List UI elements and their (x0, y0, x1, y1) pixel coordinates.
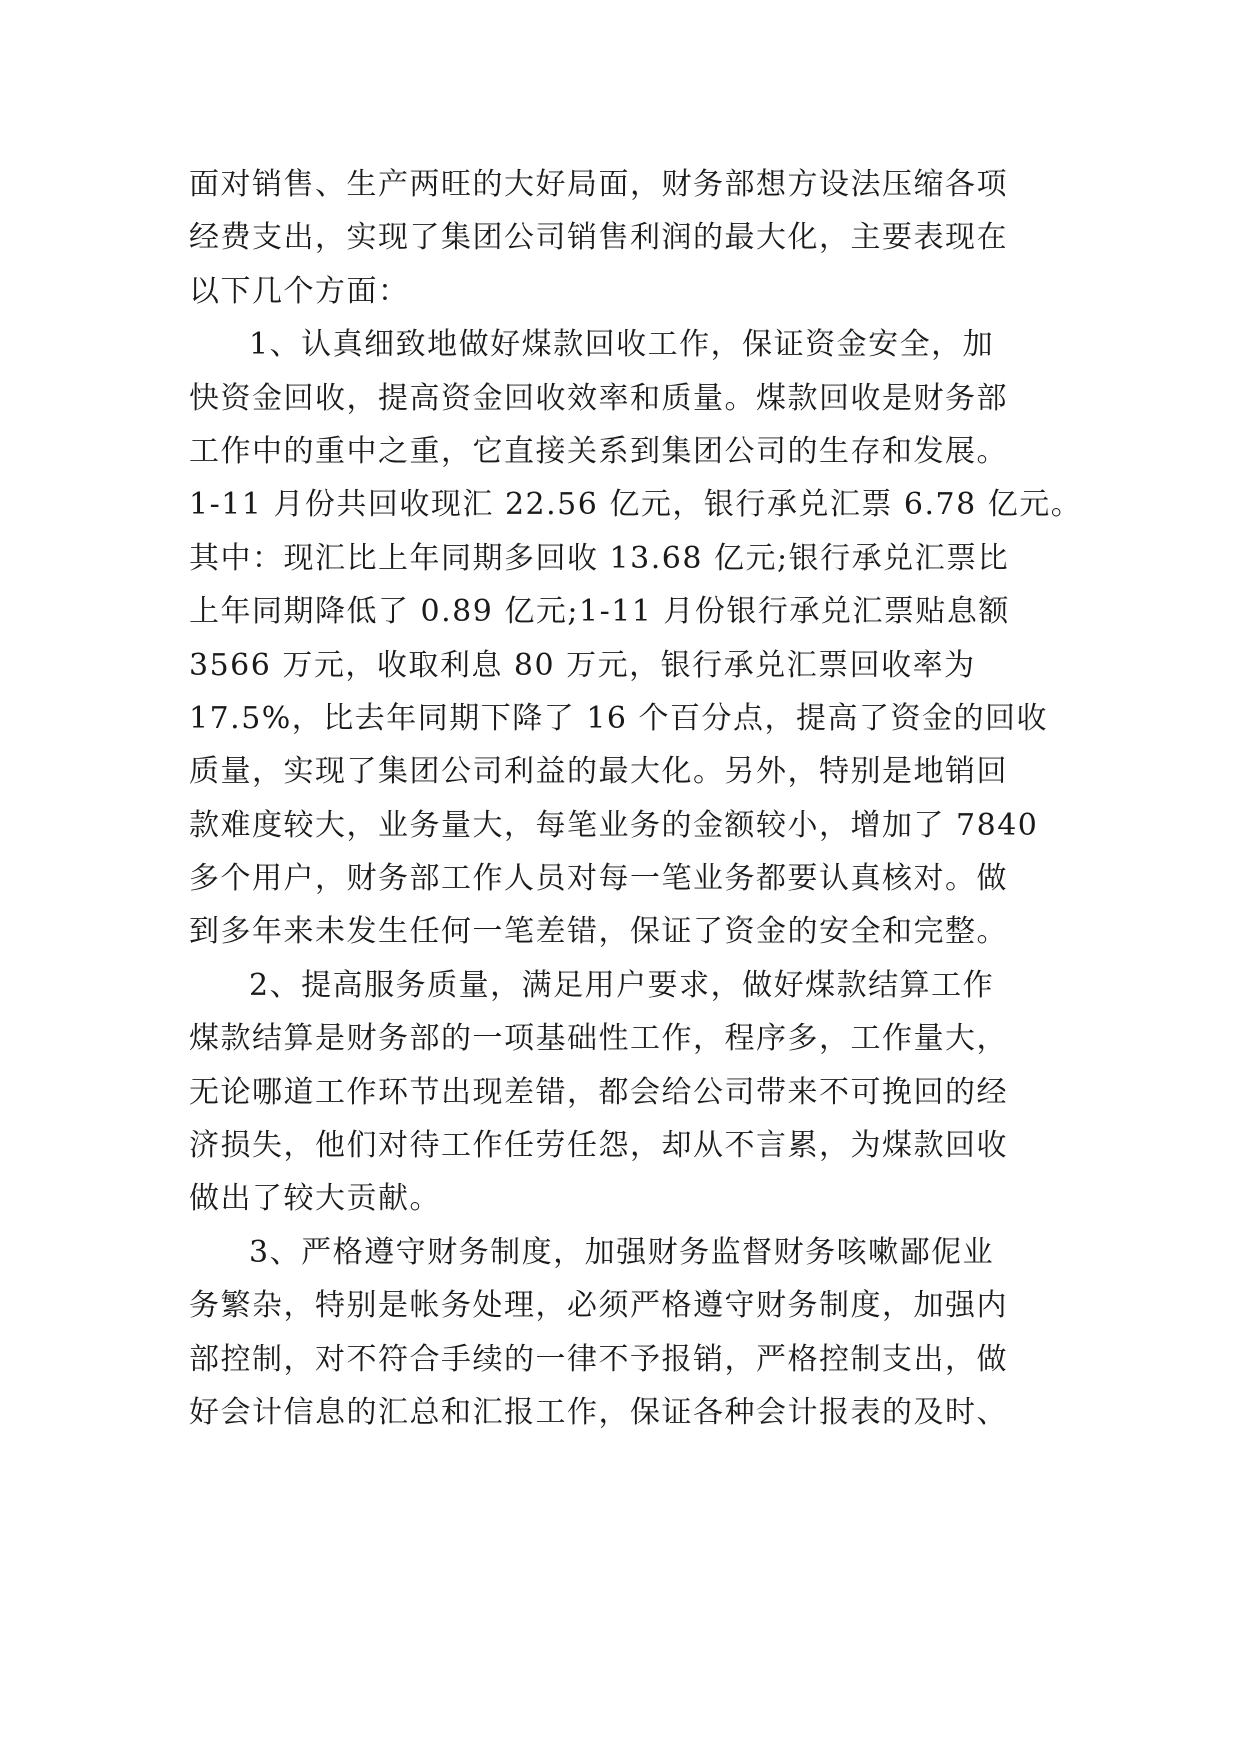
text-line: 煤款结算是财务部的一项基础性工作，程序多，工作量大， (189, 1021, 1008, 1057)
text-line: 济损失，他们对待工作任劳任怨，却从不言累，为煤款回收 (189, 1128, 1008, 1164)
text-line: 质量，实现了集团公司利益的最大化。另外，特别是地销回 (189, 754, 1008, 790)
text-line: 工作中的重中之重，它直接关系到集团公司的生存和发展。 (189, 433, 1008, 469)
text-line: 3、严格遵守财务制度，加强财务监督财务咳嗽鄙伲业 (249, 1234, 995, 1270)
body-text (189, 158, 1083, 1439)
text-line: 务繁杂，特别是帐务处理，必须严格遵守财务制度，加强内 (189, 1288, 1008, 1324)
text-line: 到多年来未发生任何一笔差错，保证了资金的安全和完整。 (189, 914, 1008, 950)
text-line: 好会计信息的汇总和汇报工作，保证各种会计报表的及时、 (189, 1394, 1008, 1430)
text-line: 多个用户，财务部工作人员对每一笔业务都要认真核对。做 (189, 861, 1008, 897)
text-line: 上年同期降低了 0.89 亿元;1-11 月份银行承兑汇票贴息额 (189, 594, 1010, 630)
text-line: 无论哪道工作环节出现差错，都会给公司带来不可挽回的经 (189, 1074, 1008, 1110)
text-line: 2、提高服务质量，满足用户要求，做好煤款结算工作 (249, 967, 995, 1003)
text-line: 做出了较大贡献。 (189, 1181, 441, 1217)
text-line: 1、认真细致地做好煤款回收工作，保证资金安全，加 (249, 327, 995, 363)
text-line: 快资金回收，提高资金回收效率和质量。煤款回收是财务部 (189, 380, 1008, 416)
text-line: 面对销售、生产两旺的大好局面，财务部想方设法压缩各项 (189, 167, 1008, 202)
text-line: 1-11 月份共回收现汇 22.56 亿元，银行承兑汇票 6.78 亿元。 (189, 487, 1083, 523)
text-line: 其中：现汇比上年同期多回收 13.68 亿元;银行承兑汇票比 (189, 540, 1010, 576)
text-line: 以下几个方面： (189, 273, 410, 309)
text-line: 部控制，对不符合手续的一律不予报销，严格控制支出，做 (189, 1341, 1008, 1377)
text-line: 17.5%，比去年同期下降了 16 个百分点，提高了资金的回收 (189, 700, 1049, 736)
text-line: 款难度较大，业务量大，每笔业务的金额较小，增加了 7840 (189, 807, 1039, 843)
text-line: 3566 万元，收取利息 80 万元，银行承兑汇票回收率为 (189, 647, 976, 683)
text-line: 经费支出，实现了集团公司销售利润的最大化，主要表现在 (189, 220, 1008, 256)
